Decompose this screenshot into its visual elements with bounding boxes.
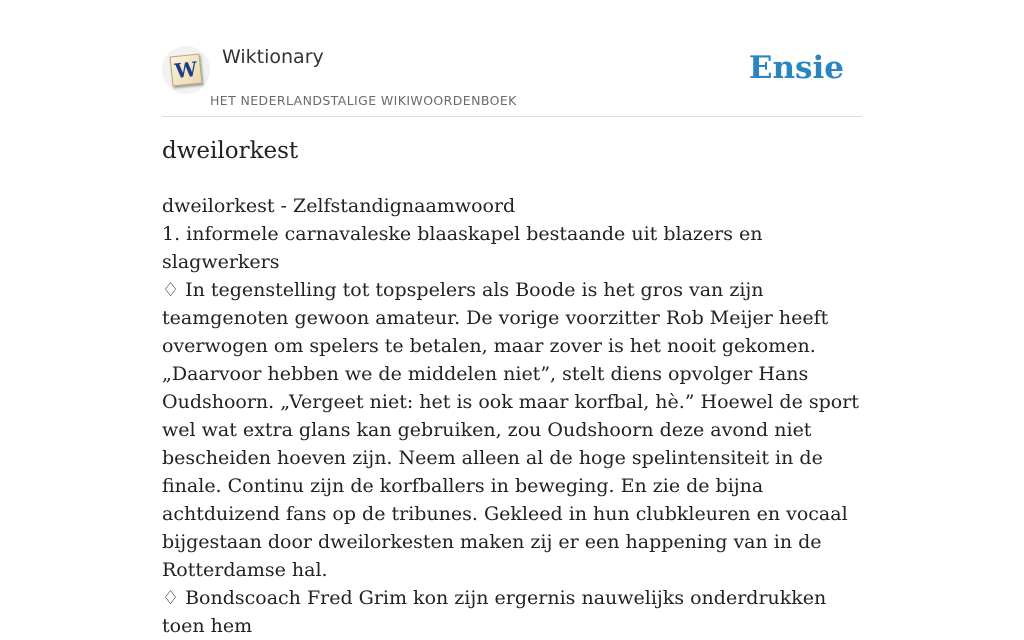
wiktionary-logo[interactable]: [162, 46, 210, 94]
entry-heading: dweilorkest - Zelfstandignaamwoord: [162, 195, 516, 217]
page-title: dweilorkest: [162, 138, 299, 164]
w-tile-icon: W: [170, 54, 203, 87]
entry-definition: 1. informele carnavaleske blaaskapel bestaande uit blazers en slagwerkers: [162, 223, 763, 273]
site-header: [162, 40, 862, 117]
example-sentence: ♢ Bondscoach Fred Grim kon zijn ergernis nauwelijks onderdrukken toen hem: [162, 587, 827, 637]
ensie-brand-logo[interactable]: Ensie: [748, 50, 844, 86]
example-sentence: ♢ In tegenstelling tot topspelers als Boode is het gros van zijn teamgenoten gewoon amateur. De vorige voorzitter Rob Meijer heeft overwogen om spelers te betalen, maar zover is het nooit gekomen. „Daarvoor hebben we de middelen niet”, stelt diens opvolger Hans Oudshoorn. „Vergeet niet: het is ook maar korfbal, hè.” Hoewel de sport wel wat extra glans kan gebruiken, zou Oudshoorn deze avond niet bescheiden hoeven zijn. Neem alleen al de hoge spelintensiteit in de finale. Continu zijn de korfballers in beweging. En zie de bijna achtduizend fans op de tribunes. Gekleed in hun clubkleuren en vocaal bijgestaan door dweilorkesten maken zij er een happening van in de Rotterdamse hal.: [162, 279, 859, 581]
entry-content: [162, 192, 862, 640]
site-subtitle: HET NEDERLANDSTALIGE WIKIWOORDENBOEK: [210, 93, 517, 108]
site-title[interactable]: Wiktionary: [222, 46, 324, 68]
